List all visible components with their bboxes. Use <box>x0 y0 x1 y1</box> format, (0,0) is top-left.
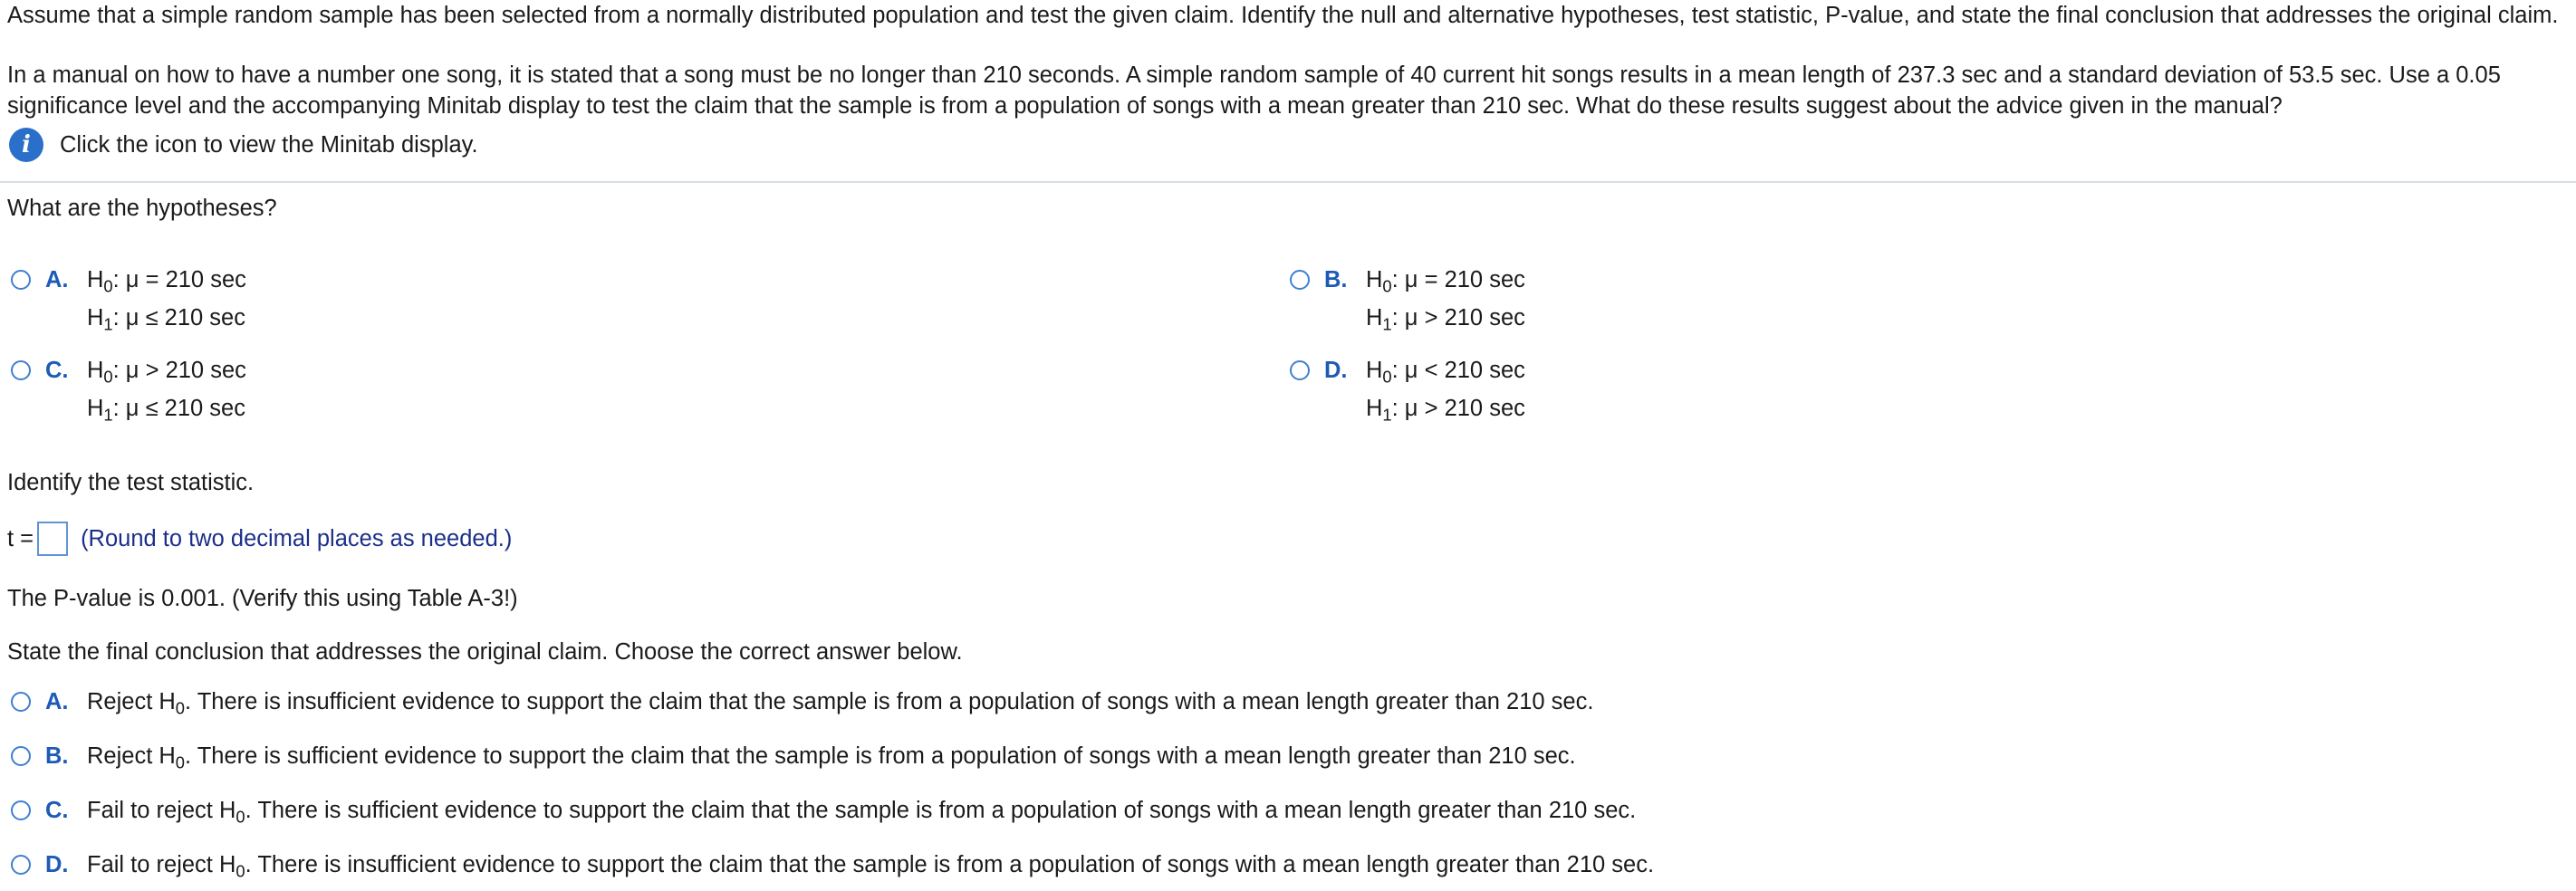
test-statistic-prompt: Identify the test statistic. <box>7 470 255 495</box>
null-hypothesis: $H_0$: μ < 210 sec <box>1366 358 1525 387</box>
radio-button[interactable] <box>1290 360 1310 380</box>
hypothesis-option-d[interactable] <box>1290 351 1525 427</box>
alt-hypothesis: $H_1$: μ > 210 sec <box>1366 305 1525 334</box>
problem-text: In a manual on how to have a number one song, it is stated that a song must be no longer than 210 seconds. A simple random sample of 40 current hit songs results in a mean length of 237.3 sec and a standard deviation of 53.5 sec. Use a 0.05 significance level and the accompanying Minitab display to test the claim that the sample is from a population of songs with a mean greater than 210 sec. What do these results suggest about the advice given in the manual? <box>7 62 2501 119</box>
option-letter: A. <box>45 688 69 714</box>
conclusion-option-c[interactable] <box>11 791 1636 829</box>
intro-text: Assume that a simple random sample has been selected from a normally distributed population and test the given claim. Identify the null and alternative hypotheses, test statistic, P-value, and state the final conclusion that addresses the original claim. <box>7 3 2559 28</box>
radio-button[interactable] <box>11 855 31 875</box>
alt-hypothesis: $H_1$: μ > 210 sec <box>1366 396 1525 425</box>
radio-button[interactable] <box>11 746 31 766</box>
pvalue-text: The P-value is 0.001. (Verify this using Table A-3!) <box>7 586 518 611</box>
alt-hypothesis: $H_1$: μ ≤ 210 sec <box>87 305 245 334</box>
null-hypothesis: $H_0$: μ > 210 sec <box>87 358 246 387</box>
hypothesis-option-a[interactable] <box>11 261 246 337</box>
option-text: Reject $H_0$. There is sufficient evidence to support the claim that the sample is from a population of songs with a mean length greater than 210 sec. <box>87 742 1576 771</box>
t-answer-input[interactable] <box>37 522 68 556</box>
radio-button[interactable] <box>1290 270 1310 290</box>
conclusion-option-d[interactable] <box>11 846 1654 884</box>
option-text: Reject $H_0$. There is insufficient evidence to support the claim that the sample is from a population of songs with a mean length greater than 210 sec. <box>87 688 1594 717</box>
radio-button[interactable] <box>11 800 31 820</box>
radio-button[interactable] <box>11 360 31 380</box>
info-text: Click the icon to view the Minitab display. <box>60 131 478 158</box>
radio-button[interactable] <box>11 692 31 712</box>
null-hypothesis: $H_0$: μ = 210 sec <box>87 267 246 296</box>
option-letter: B. <box>1324 267 1348 292</box>
conclusion-option-b[interactable] <box>11 737 1576 775</box>
option-text: Fail to reject $H_0$. There is insufficient evidence to support the claim that the sample is from a population of songs with a mean length greater than 210 sec. <box>87 851 1655 880</box>
option-letter: B. <box>45 742 69 769</box>
t-label: t = <box>7 525 34 551</box>
hypothesis-option-b[interactable] <box>1290 261 1525 337</box>
hypotheses-prompt: What are the hypotheses? <box>7 196 277 221</box>
info-row <box>9 125 478 165</box>
option-letter: C. <box>45 797 69 823</box>
option-letter: D. <box>45 851 69 877</box>
divider <box>0 181 2576 183</box>
option-letter: C. <box>45 358 69 383</box>
radio-button[interactable] <box>11 270 31 290</box>
option-letter: D. <box>1324 358 1348 383</box>
conclusion-option-a[interactable] <box>11 683 1593 721</box>
test-statistic-row <box>7 522 512 556</box>
hypothesis-option-c[interactable] <box>11 351 246 427</box>
conclusion-prompt: State the final conclusion that addresses the original claim. Choose the correct answer below. <box>7 639 963 665</box>
null-hypothesis: $H_0$: μ = 210 sec <box>1366 267 1525 296</box>
option-text: Fail to reject $H_0$. There is sufficient evidence to support the claim that the sample is from a population of songs with a mean length greater than 210 sec. <box>87 797 1637 826</box>
alt-hypothesis: $H_1$: μ ≤ 210 sec <box>87 396 245 425</box>
rounding-hint: (Round to two decimal places as needed.) <box>81 525 513 551</box>
option-letter: A. <box>45 267 69 292</box>
info-icon[interactable]: i <box>9 128 43 162</box>
